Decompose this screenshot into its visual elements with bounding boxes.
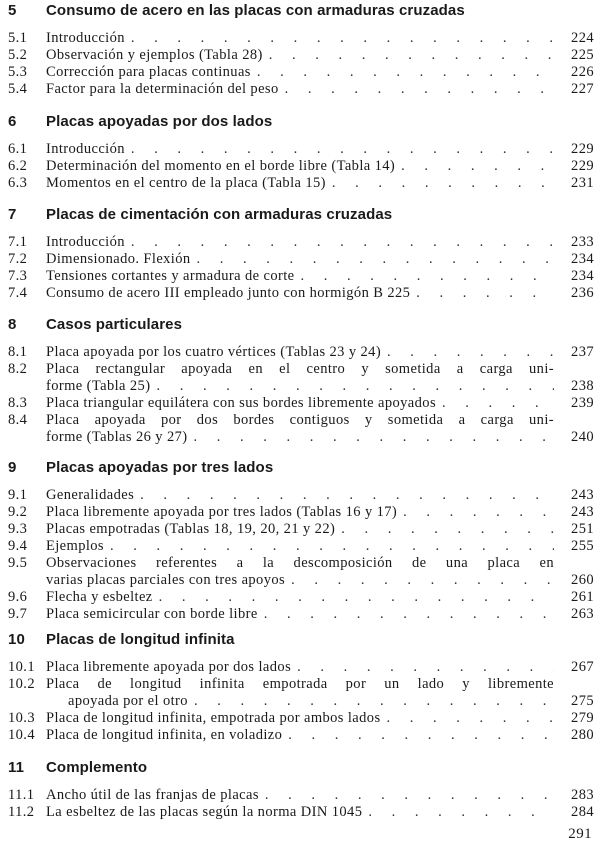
section-number: 11.2 xyxy=(8,804,35,820)
section-number: 10.3 xyxy=(8,710,35,726)
dot-leader xyxy=(282,727,554,744)
dot-leader xyxy=(381,710,555,727)
chapter-heading xyxy=(8,206,594,228)
chapter-title: Complemento xyxy=(46,759,148,776)
toc-entry xyxy=(8,521,594,538)
page-ref: 261 xyxy=(571,589,594,605)
chapter-7 xyxy=(8,206,594,302)
section-number: 9.1 xyxy=(8,487,28,503)
page-ref: 238 xyxy=(571,378,594,394)
chapter-number: 9 xyxy=(8,459,17,476)
section-number: 8.3 xyxy=(8,395,28,411)
chapter-title: Placas apoyadas por dos lados xyxy=(46,113,273,130)
page-ref: 240 xyxy=(571,429,594,445)
toc-entry xyxy=(8,395,594,412)
dot-leader xyxy=(326,175,554,192)
toc-entry xyxy=(8,141,594,158)
chapter-heading xyxy=(8,459,594,481)
toc-entry xyxy=(8,487,594,504)
toc-entry xyxy=(8,268,594,285)
dot-leader xyxy=(125,141,554,158)
page-ref: 236 xyxy=(571,285,594,301)
dot-leader xyxy=(258,606,554,623)
section-number: 5.3 xyxy=(8,64,28,80)
dot-leader xyxy=(125,30,554,47)
toc-entry xyxy=(8,175,594,192)
page-ref: 280 xyxy=(571,727,594,743)
chapter-5 xyxy=(8,2,594,98)
section-title: Placa libremente apoyada por dos lados xyxy=(46,659,292,675)
toc-entry xyxy=(8,158,594,175)
section-number: 5.4 xyxy=(8,81,28,97)
section-number: 10.1 xyxy=(8,659,35,675)
chapter-number: 5 xyxy=(8,2,17,19)
chapter-number: 7 xyxy=(8,206,17,223)
page-ref: 243 xyxy=(571,504,594,520)
section-title: Dimensionado. Flexión xyxy=(46,251,191,267)
dot-leader xyxy=(263,47,554,64)
toc-entry xyxy=(8,555,594,589)
toc-entry xyxy=(8,710,594,727)
section-number: 6.3 xyxy=(8,175,28,191)
chapter-11 xyxy=(8,759,594,821)
page-ref: 233 xyxy=(571,234,594,250)
dot-leader xyxy=(335,521,554,538)
section-number: 9.6 xyxy=(8,589,28,605)
page-ref: 239 xyxy=(571,395,594,411)
section-title: La esbeltez de las placas según la norma DIN 1045 xyxy=(46,804,363,820)
section-number: 7.3 xyxy=(8,268,28,284)
page-ref: 227 xyxy=(571,81,594,97)
section-title: Ancho útil de las franjas de placas xyxy=(46,787,259,803)
toc-entry xyxy=(8,504,594,521)
dot-leader xyxy=(134,487,554,504)
page-ref: 225 xyxy=(571,47,594,63)
dot-leader xyxy=(153,589,554,606)
toc-entry xyxy=(8,361,594,395)
section-title: Observaciones referentes a la descomposición de una placa en xyxy=(46,555,554,571)
page-ref: 255 xyxy=(571,538,594,554)
page-number: 291 xyxy=(568,826,592,842)
section-title: Placa semicircular con borde libre xyxy=(46,606,258,622)
page-ref: 279 xyxy=(571,710,594,726)
dot-leader xyxy=(188,693,554,710)
toc-entry xyxy=(8,251,594,268)
section-number: 5.1 xyxy=(8,30,28,46)
section-title: Tensiones cortantes y armadura de corte xyxy=(46,268,295,284)
page-ref: 234 xyxy=(571,251,594,267)
toc-entry xyxy=(8,47,594,64)
page-ref: 275 xyxy=(571,693,594,709)
chapter-10 xyxy=(8,631,594,744)
section-title: Placa de longitud infinita, empotrada por ambos lados xyxy=(46,710,381,726)
section-title: Observación y ejemplos (Tabla 28) xyxy=(46,47,263,63)
page-ref: 260 xyxy=(571,572,594,588)
dot-leader xyxy=(295,268,555,285)
section-number: 9.3 xyxy=(8,521,28,537)
section-title: Placa apoyada por los cuatro vértices (Tablas 23 y 24) xyxy=(46,344,382,360)
toc-entry xyxy=(8,538,594,555)
section-number: 10.2 xyxy=(8,676,35,692)
section-title: Placa triangular equilátera con sus bordes libremente apoyados xyxy=(46,395,436,411)
section-number: 5.2 xyxy=(8,47,28,63)
chapter-heading xyxy=(8,113,594,135)
dot-leader xyxy=(150,378,554,395)
section-title: Introducción xyxy=(46,141,125,157)
chapter-9 xyxy=(8,459,594,623)
chapter-number: 8 xyxy=(8,316,17,333)
section-title: Placas empotradas (Tablas 18, 19, 20, 21 y 22) xyxy=(46,521,336,537)
section-number: 7.4 xyxy=(8,285,28,301)
chapter-number: 6 xyxy=(8,113,17,130)
section-title: Placa libremente apoyada por tres lados (Tablas 16 y 17) xyxy=(46,504,398,520)
page-ref: 243 xyxy=(571,487,594,503)
chapter-number: 11 xyxy=(8,759,25,776)
toc-entry xyxy=(8,64,594,81)
chapter-title: Placas de cimentación con armaduras cruzadas xyxy=(46,206,393,223)
page-ref: 229 xyxy=(571,141,594,157)
dot-leader xyxy=(104,538,554,555)
section-number: 8.2 xyxy=(8,361,28,377)
chapter-title: Casos particulares xyxy=(46,316,183,333)
dot-leader xyxy=(187,429,554,446)
section-title: Introducción xyxy=(46,234,125,250)
dot-leader xyxy=(436,395,554,412)
page-ref: 283 xyxy=(571,787,594,803)
dot-leader xyxy=(251,64,554,81)
dot-leader xyxy=(410,285,554,302)
chapter-heading xyxy=(8,316,594,338)
toc-entry xyxy=(8,606,594,623)
toc-entry xyxy=(8,589,594,606)
dot-leader xyxy=(285,572,554,589)
section-number: 8.1 xyxy=(8,344,28,360)
toc-entry xyxy=(8,81,594,98)
section-number: 11.1 xyxy=(8,787,35,803)
dot-leader xyxy=(125,234,554,251)
section-title-continued: apoyada por el otro xyxy=(68,693,188,709)
section-title: Consumo de acero III empleado junto con hormigón B 225 xyxy=(46,285,411,301)
chapter-number: 10 xyxy=(8,631,25,648)
section-number: 9.2 xyxy=(8,504,28,520)
section-title: Placa rectangular apoyada en el centro y sometida a carga uni- xyxy=(46,361,554,377)
dot-leader xyxy=(279,81,554,98)
chapter-6 xyxy=(8,113,594,192)
section-title: Generalidades xyxy=(46,487,135,503)
dot-leader xyxy=(395,158,554,175)
section-number: 6.2 xyxy=(8,158,28,174)
section-title: Placa de longitud infinita empotrada por un lado y libremente xyxy=(46,676,554,692)
page-ref: 267 xyxy=(571,659,594,675)
chapter-title: Placas apoyadas por tres lados xyxy=(46,459,274,476)
section-title-continued: varias placas parciales con tres apoyos xyxy=(46,572,286,588)
page-ref: 231 xyxy=(571,175,594,191)
chapter-heading xyxy=(8,2,594,24)
dot-leader xyxy=(291,659,554,676)
toc-entry xyxy=(8,344,594,361)
chapter-title: Consumo de acero en las placas con armaduras cruzadas xyxy=(46,2,465,19)
toc-entry xyxy=(8,285,594,302)
toc-entry xyxy=(8,234,594,251)
dot-leader xyxy=(191,251,554,268)
dot-leader xyxy=(381,344,554,361)
section-title: Placa apoyada por dos bordes contiguos y sometida a carga uni- xyxy=(46,412,554,428)
section-title: Factor para la determinación del peso xyxy=(46,81,279,97)
chapter-heading xyxy=(8,759,594,781)
section-title: Corrección para placas continuas xyxy=(46,64,251,80)
chapter-8 xyxy=(8,316,594,446)
section-number: 10.4 xyxy=(8,727,35,743)
section-title: Momentos en el centro de la placa (Tabla 15) xyxy=(46,175,326,191)
section-number: 7.1 xyxy=(8,234,28,250)
page-ref: 224 xyxy=(571,30,594,46)
dot-leader xyxy=(362,804,554,821)
toc-entry xyxy=(8,659,594,676)
section-title: Introducción xyxy=(46,30,125,46)
section-number: 9.5 xyxy=(8,555,28,571)
toc-entry xyxy=(8,30,594,47)
section-number: 9.7 xyxy=(8,606,28,622)
toc-entry xyxy=(8,787,594,804)
chapter-heading xyxy=(8,631,594,653)
section-number: 6.1 xyxy=(8,141,28,157)
section-number: 8.4 xyxy=(8,412,28,428)
toc-entry xyxy=(8,727,594,744)
page-ref: 226 xyxy=(571,64,594,80)
section-title: Determinación del momento en el borde libre (Tabla 14) xyxy=(46,158,396,174)
section-title: Flecha y esbeltez xyxy=(46,589,153,605)
page-ref: 234 xyxy=(571,268,594,284)
toc-entry xyxy=(8,412,594,446)
dot-leader xyxy=(259,787,554,804)
section-title: Placa de longitud infinita, en voladizo xyxy=(46,727,283,743)
section-title-continued: forme (Tabla 25) xyxy=(46,378,151,394)
chapter-title: Placas de longitud infinita xyxy=(46,631,235,648)
toc-entry xyxy=(8,676,594,710)
section-number: 7.2 xyxy=(8,251,28,267)
page-ref: 284 xyxy=(571,804,594,820)
page-ref: 237 xyxy=(571,344,594,360)
section-number: 9.4 xyxy=(8,538,28,554)
section-title-continued: forme (Tablas 26 y 27) xyxy=(46,429,188,445)
dot-leader xyxy=(397,504,554,521)
toc-entry xyxy=(8,804,594,821)
page-ref: 251 xyxy=(571,521,594,537)
section-title: Ejemplos xyxy=(46,538,104,554)
page-ref: 229 xyxy=(571,158,594,174)
page-ref: 263 xyxy=(571,606,594,622)
